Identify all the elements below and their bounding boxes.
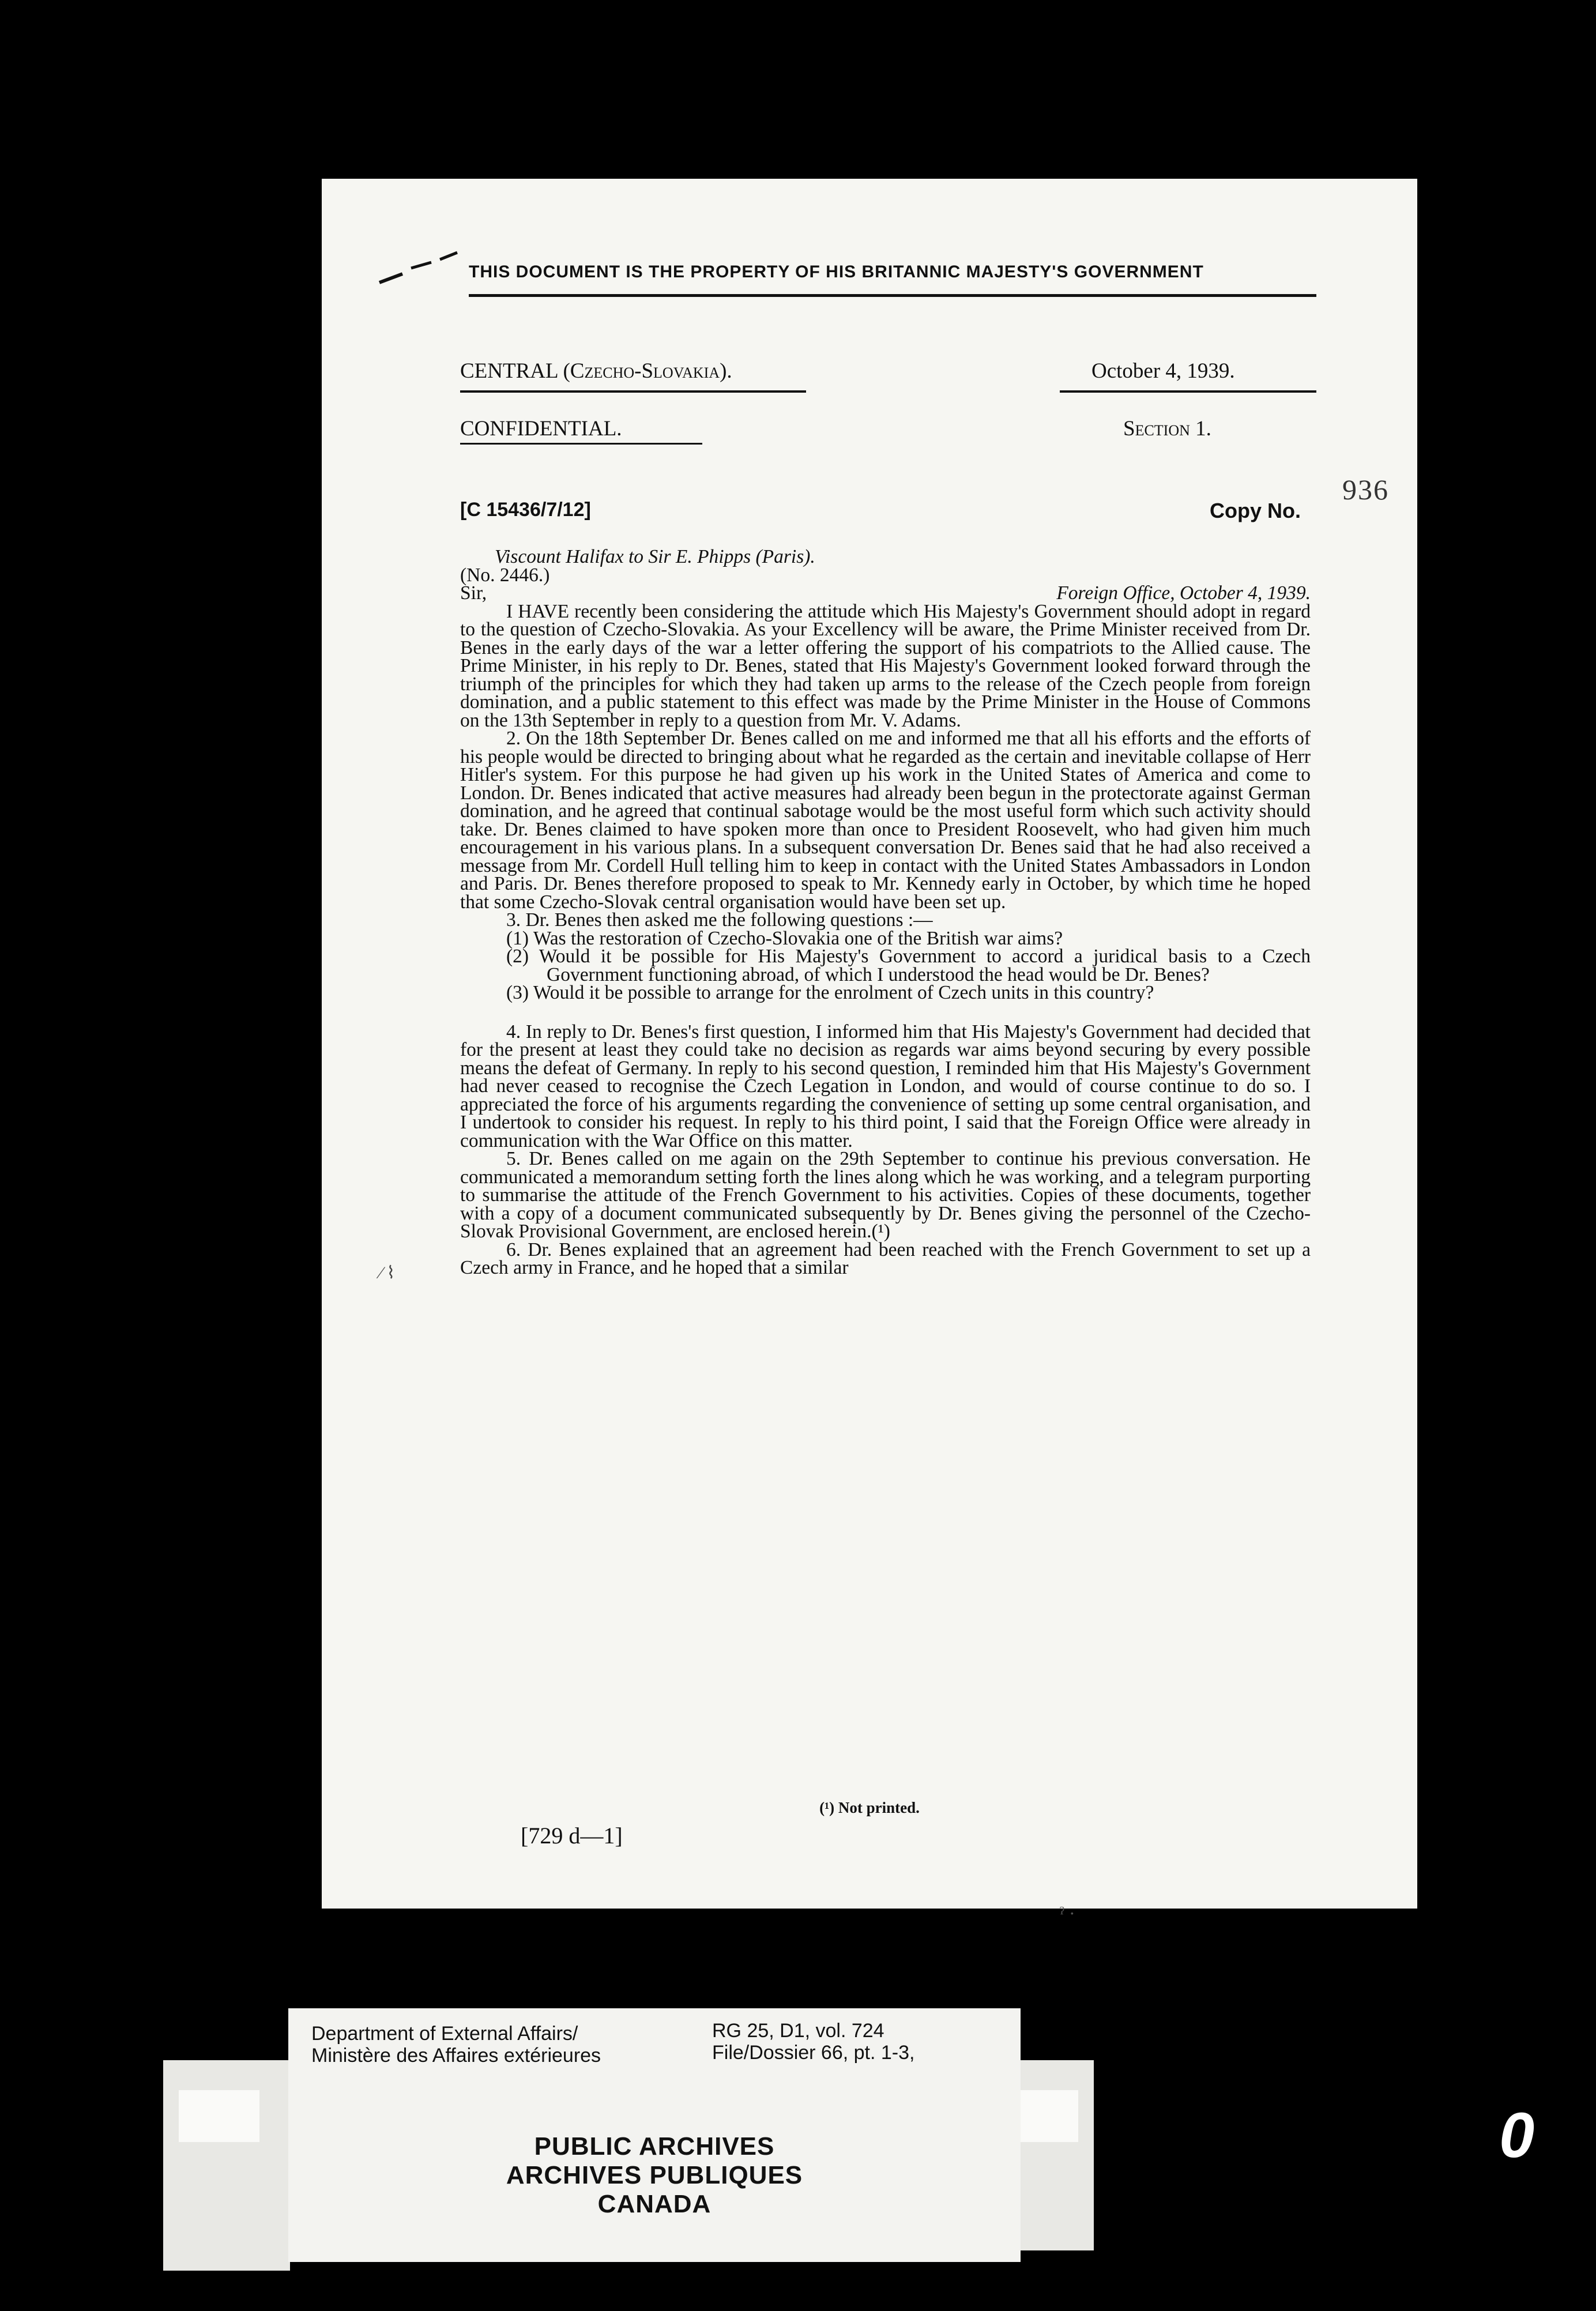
department-rule [460, 390, 806, 393]
archives-english: PUBLIC ARCHIVES [534, 2132, 775, 2161]
archive-reference [712, 2020, 914, 2064]
footnote: (¹) Not printed. [819, 1799, 920, 1816]
department-french: Ministère des Affaires extérieures [311, 2045, 601, 2067]
archives-french: ARCHIVES PUBLIQUES [506, 2161, 803, 2189]
government-property-banner: THIS DOCUMENT IS THE PROPERTY OF HIS BRITANNIC MAJESTY'S GOVERNMENT [469, 262, 1204, 281]
dispatch-number: (No. 2446.) [460, 564, 550, 586]
salutation: Sir, [460, 582, 487, 604]
stamp-number: 936 [1342, 473, 1389, 506]
record-group: RG 25, D1, vol. 724 [712, 2020, 884, 2042]
frame-number: 0 [1499, 2100, 1535, 2171]
letter-body [460, 548, 1311, 1277]
question-3: (3) Would it be possible to arrange for the enrolment of Czech units in this country? [506, 982, 1154, 1003]
print-reference: [729 d—1] [521, 1823, 623, 1849]
margin-annotation: ⁄ ⌇ [379, 1263, 396, 1282]
pen-marks [377, 231, 469, 294]
department-english: Department of External Affairs/ [311, 2023, 578, 2045]
department-subtitle: (Czecho-Slovakia). [563, 359, 732, 383]
paragraph-3: 3. Dr. Benes then asked me the following questions :— [506, 909, 933, 931]
department-heading [460, 359, 732, 383]
page-scribble: ˀ · [1060, 1903, 1075, 1924]
paragraph-1: I HAVE recently been considering the attitude which His Majesty's Government should adopt in regard to the question of Czecho-Slovakia. As your Excellency will be aware, the Prime Minister received from Dr. Benes in the early days of the war a letter offering the support of his compatriots to the Allied cause. The Prime Minister, in his reply to Dr. Benes, stated that His Majesty's Government looked forward through the triumph of the principles for which they had taken up arms to the release of the Czech people from foreign domination, and a public statement to this effect was made by the Prime Minister in the House of Commons on the 13th September in reply to a question from Mr. V. Adams. [460, 600, 1311, 731]
file-dossier: File/Dossier 66, pt. 1-3, [712, 2042, 915, 2064]
file-reference: [C 15436/7/12] [460, 499, 591, 521]
archives-country: CANADA [597, 2190, 712, 2218]
label-tab-left-inner [179, 2090, 259, 2142]
date-rule [1060, 390, 1316, 393]
salutation-row [460, 584, 1311, 603]
archive-label [288, 2008, 1021, 2262]
paragraph-6: 6. Dr. Benes explained that an agreement had been reached with the French Government to set up a Czech army in France, and he hoped that a similar [460, 1239, 1311, 1278]
copy-number-label: Copy No. [1210, 499, 1301, 522]
department-name: CENTRAL [460, 359, 558, 383]
classification-rule [460, 443, 702, 445]
paragraph-2: 2. On the 18th September Dr. Benes called on me and informed me that all his efforts and the efforts of his people would be directed to bringing about what he regarded as the certain and inevitable collapse of Herr Hitler's system. For this purpose he had given up his work in the United States of America and come to London. Dr. Benes indicated that active measures had already been begun in the protectorate against German domination, and he agreed that continual sabotage would be the most useful form which such activity should take. Dr. Benes claimed to have spoken more than once to President Roosevelt, who had given him much encouragement in his various plans. In a subsequent conversation Dr. Benes said that he had also received a message from Mr. Cordell Hull telling him to keep in contact with the United States Ambassadors in London and Paris. Dr. Benes therefore proposed to speak to Mr. Kennedy early in October, by which time he hoped that some Czecho-Slovak central organisation would have been set up. [460, 728, 1311, 913]
document-date: October 4, 1939. [1091, 359, 1235, 383]
section-number: Section 1. [1123, 417, 1211, 441]
question-1: (1) Was the restoration of Czecho-Slovakia one of the British war aims? [506, 927, 1063, 949]
letter-heading: Viscount Halifax to Sir E. Phipps (Paris). [495, 546, 815, 567]
classification: CONFIDENTIAL. [460, 417, 622, 441]
archive-department [311, 2023, 601, 2067]
place-date: Foreign Office, October 4, 1939. [1056, 582, 1311, 604]
banner-rule [469, 294, 1316, 297]
paragraph-5: 5. Dr. Benes called on me again on the 29th September to continue his previous conversation. He communicated a memorandum setting forth the lines along which he was working, and a telegram purporting to summarise the attitude of the French Government to his activities. Copies of these documents, together with a copy of a document communicated subsequently by Dr. Benes giving the personnel of the Czecho-Slovak Provisional Government, are enclosed herein.(¹) [460, 1148, 1311, 1242]
paragraph-4: 4. In reply to Dr. Benes's first question, I informed him that His Majesty's Government had decided that for the present at least they could take no decision as regards war aims beyond securing by every possible means the defeat of Germany. In reply to his second question, I reminded him that His Majesty's Government had never ceased to recognise the Czech Legation in London, and would of course continue to do so. I appreciated the force of his arguments regarding the convenience of setting up some central organisation, and I undertook to consider his request. In reply to his third point, I said that the Foreign Office were already in communication with the War Office on this matter. [460, 1021, 1311, 1151]
archives-stamp [288, 2132, 1021, 2219]
question-2: (2) Would it be possible for His Majesty's Government to accord a juridical basis to a Czech Government functioning abroad, of which I understood the head would be Dr. Benes? [506, 946, 1311, 985]
document-page [322, 179, 1417, 1924]
